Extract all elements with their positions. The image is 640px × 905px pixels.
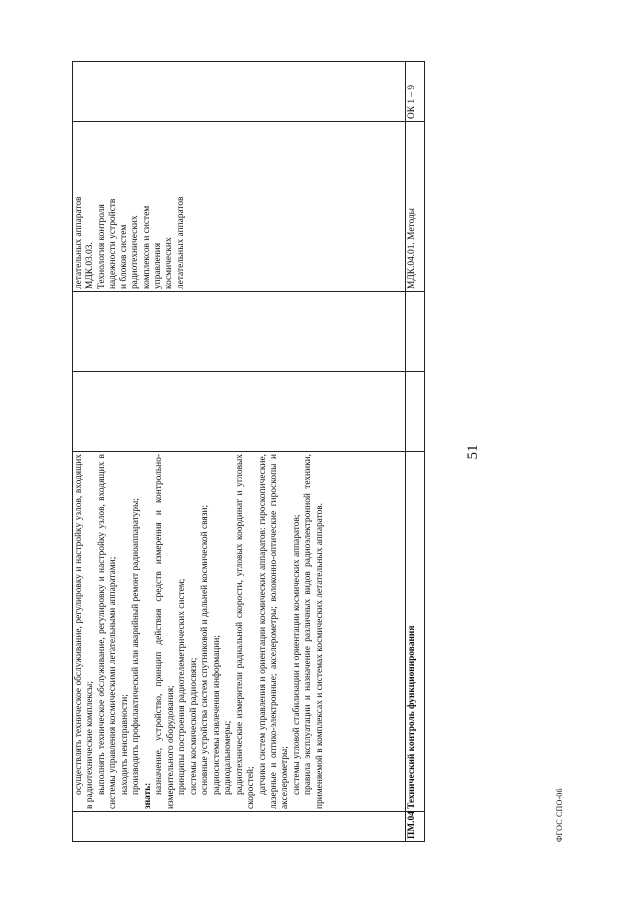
hours-cell-1 <box>406 372 425 452</box>
content-lines <box>74 454 326 809</box>
content-line: системы космической радиосвязи; <box>188 657 199 795</box>
hours-cell-1 <box>73 372 406 452</box>
mdk-lines <box>74 124 187 289</box>
competence-cell: ОК 1 – 9 <box>406 62 425 122</box>
mdk-line: радиотехнических <box>130 215 141 289</box>
content-line: радиосистемы извлечения информации; <box>211 635 222 795</box>
rotated-page <box>70 62 570 842</box>
mdk-line: комплексов и систем <box>141 205 152 289</box>
mdk-line: МДК.03.03. <box>85 242 96 289</box>
content-line: осуществлять техническое обслуживание, регулировку и настройку узлов, входящих в радиотехнические комплексы; <box>74 454 96 809</box>
content-line: основные устройства систем спутниковой и дальней космической связи; <box>200 504 211 795</box>
mdk-cell <box>73 122 406 292</box>
section-heading: знать: <box>142 782 153 809</box>
content-line: назначение, устройство, принцип действия средств измерения и контрольно-измерительного оборудования; <box>154 454 176 809</box>
module-code-cell: ПМ.04 <box>406 812 425 842</box>
mdk-line: надежности устройств <box>107 198 118 289</box>
mdk-line: Технология контроля <box>96 204 107 289</box>
content-line: находить неисправности; <box>119 694 130 795</box>
module-title-cell: Технический контроль функционирования <box>406 452 425 812</box>
mdk-line: летательных аппаратов <box>175 196 186 289</box>
mdk-cell: МДК.04.01. Методы <box>406 122 425 292</box>
mdk-line: управления <box>152 242 163 289</box>
skills-knowledge-cell <box>73 452 406 812</box>
mdk-line: и блоков систем <box>119 224 130 289</box>
hours-cell-2 <box>406 292 425 372</box>
content-line: правила эксплуатации и назначение различных видов радиоэлектронной техники, применяемой в комплексах и системах космических летательных аппаратов. <box>303 454 325 809</box>
content-line: радиодальномеры; <box>223 720 234 795</box>
module-code-cell <box>73 812 406 842</box>
mdk-line: летательных аппаратов <box>74 196 84 289</box>
mdk-line: космических <box>164 237 175 289</box>
footer-mark: ФГОС СПО-06 <box>555 788 564 842</box>
content-line: производить профилактический или аварийный ремонт радиоаппаратуры; <box>131 498 142 795</box>
hours-cell-2 <box>73 292 406 372</box>
content-line: принципы построения радиотелеметрических систем; <box>177 578 188 795</box>
content-line: системы угловой стабилизации и ориентации космических аппаратов; <box>291 514 302 795</box>
table-row <box>406 62 425 842</box>
content-line: выполнять техническое обслуживание, регулировку и настройку узлов, входящих в системы управления космическими летательными аппаратами; <box>96 454 119 809</box>
content-line: датчики систем управления и ориентации космических аппаратов: гироскопические, лазерные и оптико-электронные; акселерометры; волоконно-оптические гироскопы и акселерометры; <box>257 454 291 809</box>
competence-cell <box>73 62 406 122</box>
table-row <box>73 62 406 842</box>
content-line: радиотехнические измерители радиальной скорости, угловых координат и угловых скоростей; <box>234 454 257 809</box>
page-number: 51 <box>465 444 481 460</box>
curriculum-table <box>72 61 425 842</box>
